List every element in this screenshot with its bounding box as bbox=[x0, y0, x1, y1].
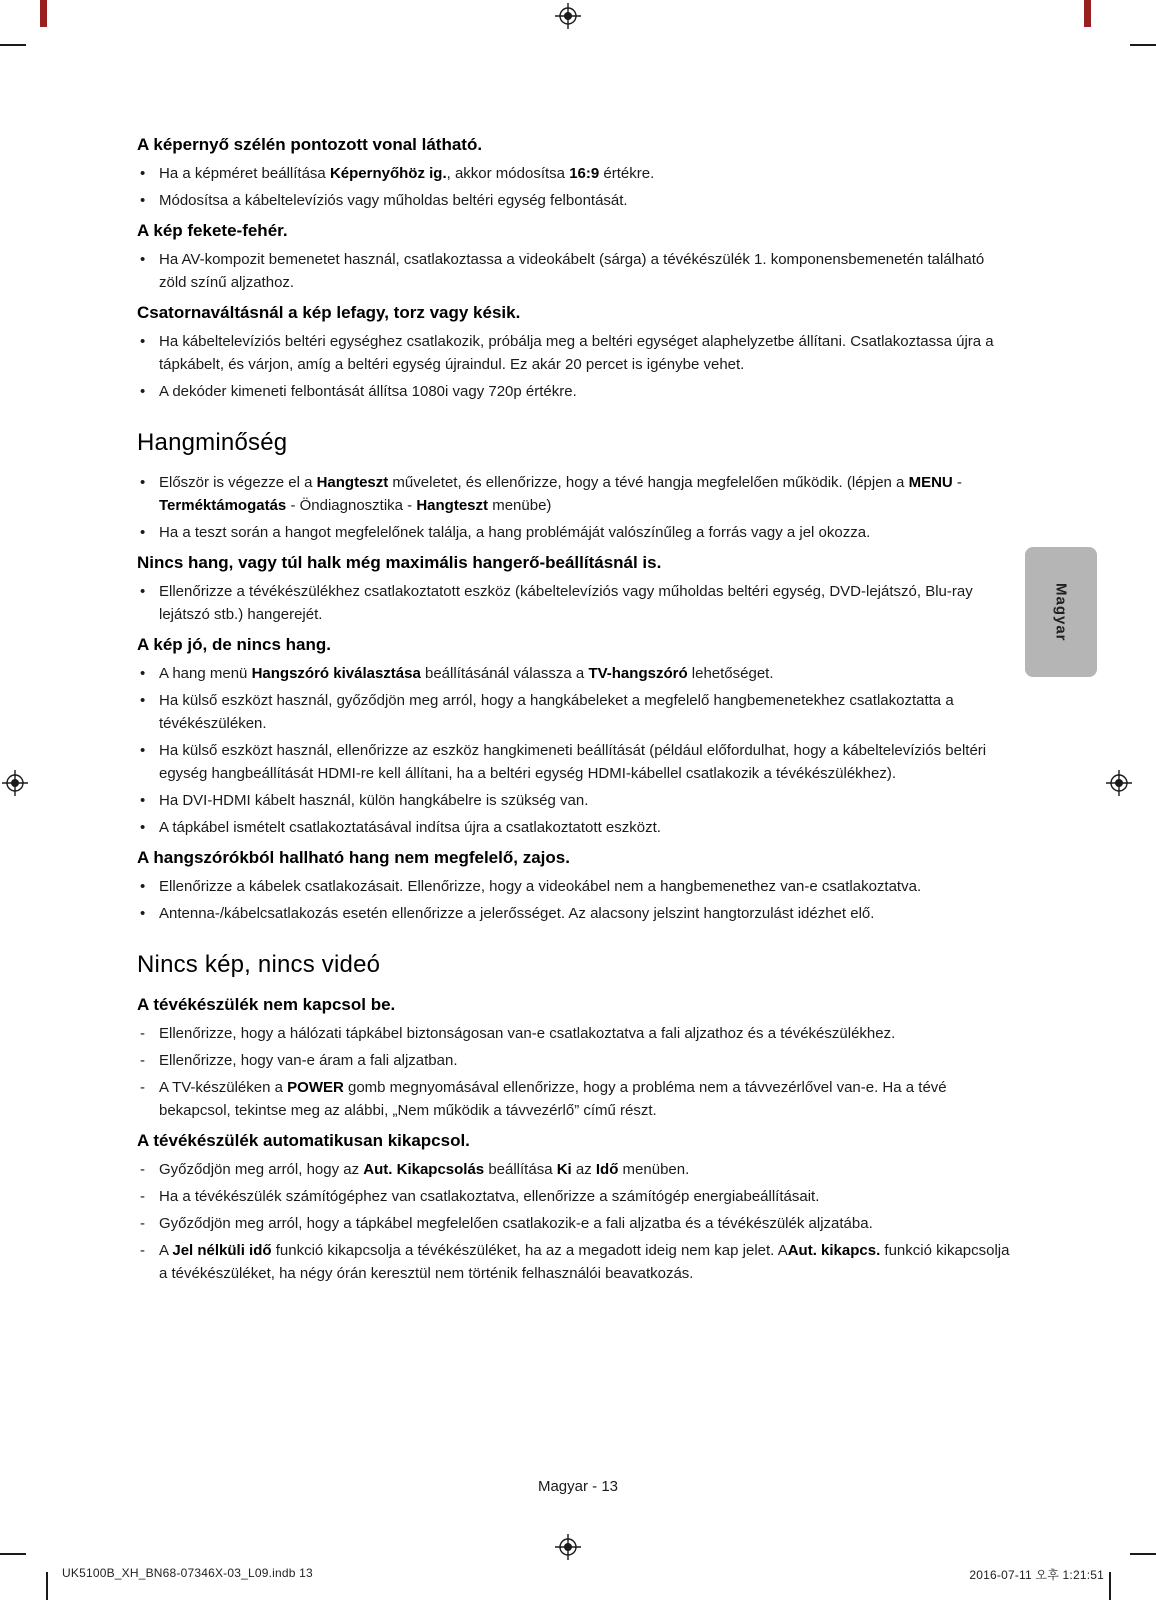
list-item bbox=[137, 330, 1013, 376]
bullet-text bbox=[159, 1076, 1013, 1122]
text-segment: Ha DVI-HDMI kábelt használ, külön hangkábelre is szükség van. bbox=[159, 792, 589, 809]
print-color-bar bbox=[1084, 0, 1091, 27]
text-segment: Ellenőrizze, hogy van-e áram a fali aljzatban. bbox=[159, 1052, 458, 1069]
bullet-text bbox=[159, 471, 1013, 517]
text-segment: gomb megnyomásával ellenőrizze, hogy a probléma nem a távvezérlővel van-e. Ha a tévé bekapcsol, tekintse meg az alábbi, „Nem működik a távvezérlő” című részt. bbox=[159, 1079, 947, 1119]
bold-term: POWER bbox=[287, 1079, 344, 1096]
bullet-marker: • bbox=[140, 383, 146, 400]
list-item bbox=[137, 1212, 1013, 1235]
list-item bbox=[137, 380, 1013, 403]
bold-term: Jel nélküli idő bbox=[172, 1242, 272, 1259]
registration-mark-icon bbox=[555, 3, 581, 29]
list-item bbox=[137, 1022, 1013, 1045]
section-heading: Nincs kép, nincs videó bbox=[137, 951, 381, 978]
bullet-text bbox=[159, 689, 1013, 735]
crop-mark bbox=[1130, 44, 1156, 46]
section-heading: Hangminőség bbox=[137, 429, 288, 456]
bullet-marker: - bbox=[140, 1161, 145, 1178]
bullet-marker: • bbox=[140, 474, 146, 491]
bullet-marker: • bbox=[140, 878, 146, 895]
bullet-text bbox=[159, 1049, 1013, 1072]
text-segment: Antenna-/kábelcsatlakozás esetén ellenőrizze a jelerősséget. Az alacsony jelszint hangtorzulást idézhet elő. bbox=[159, 905, 875, 922]
bullet-text bbox=[159, 1212, 1013, 1235]
page-footer: Magyar - 13 bbox=[537, 1478, 619, 1495]
bold-term: MENU bbox=[908, 474, 953, 491]
bold-term: Aut. Kikapcsolás bbox=[363, 1161, 485, 1178]
text-segment: A TV-készüléken a bbox=[159, 1079, 288, 1096]
text-segment: A tápkábel ismételt csatlakoztatásával indítsa újra a csatlakoztatott eszközt. bbox=[159, 819, 661, 836]
list-item bbox=[137, 789, 1013, 812]
bullet-marker: • bbox=[140, 819, 146, 836]
text-segment: Ha külső eszközt használ, győződjön meg arról, hogy a hangkábeleket a megfelelő hangbemenetekhez csatlakoztatta a tévékészüléken. bbox=[159, 692, 954, 732]
list-item bbox=[137, 816, 1013, 839]
registration-mark-icon bbox=[2, 770, 28, 796]
text-segment: , akkor módosítsa bbox=[446, 165, 570, 182]
list-item bbox=[137, 189, 1013, 212]
text-segment: az bbox=[571, 1161, 596, 1178]
bullet-text bbox=[159, 162, 1013, 185]
text-segment: A dekóder kimeneti felbontását állítsa 1080i vagy 720p értékre. bbox=[159, 383, 577, 400]
text-segment: funkció kikapcsolja a tévékészüléket, ha az a megadott ideig nem kap jelet. A bbox=[271, 1242, 788, 1259]
bullet-text bbox=[159, 816, 1013, 839]
registration-mark-icon bbox=[1106, 770, 1132, 796]
registration-mark-icon bbox=[555, 1534, 581, 1560]
bullet-text bbox=[159, 1158, 1013, 1181]
language-side-tab bbox=[1025, 547, 1097, 677]
list-item bbox=[137, 1076, 1013, 1122]
list-item bbox=[137, 1185, 1013, 1208]
bullet-text bbox=[159, 248, 1013, 294]
sub-heading: A kép jó, de nincs hang. bbox=[137, 635, 331, 654]
bullet-marker: • bbox=[140, 333, 146, 350]
text-segment: Ha AV-kompozit bemenetet használ, csatlakoztassa a videokábelt (sárga) a tévékészülék 1. komponensbemenetén található zöld színű aljzathoz. bbox=[159, 251, 985, 291]
text-segment: Ha külső eszközt használ, ellenőrizze az eszköz hangkimeneti beállítását (például előfordulhat, hogy a kábeltelevíziós beltéri egység hangbeállítását HDMI-re kell állítani, ha a beltéri egység HDMI-kábellel csatlakozik a tévékészülékhez). bbox=[159, 742, 987, 782]
bold-term: Terméktámogatás bbox=[159, 497, 287, 514]
sub-heading: Csatornaváltásnál a kép lefagy, torz vagy késik. bbox=[137, 303, 521, 322]
list-item bbox=[137, 1158, 1013, 1181]
crop-mark bbox=[1109, 1572, 1111, 1600]
bullet-marker: - bbox=[140, 1025, 145, 1042]
bullet-text bbox=[159, 330, 1013, 376]
crop-mark bbox=[0, 44, 26, 46]
bullet-text bbox=[159, 1239, 1013, 1285]
bullet-marker: • bbox=[140, 192, 146, 209]
text-segment: funkció kikapcsolja a tévékészüléket, ha négy órán keresztül nem történik felhasználói beavatkozás. bbox=[159, 1242, 1010, 1282]
text-segment: Ha a tévékészülék számítógéphez van csatlakoztatva, ellenőrizze a számítógép energiabeállításait. bbox=[159, 1188, 820, 1205]
crop-mark bbox=[0, 1553, 26, 1555]
bullet-marker: • bbox=[140, 665, 146, 682]
bullet-text bbox=[159, 580, 1013, 626]
text-segment: Módosítsa a kábeltelevíziós vagy műholdas beltéri egység felbontását. bbox=[159, 192, 628, 209]
bullet-text bbox=[159, 902, 1013, 925]
list-item bbox=[137, 248, 1013, 294]
list-item bbox=[137, 162, 1013, 185]
text-segment: Ha kábeltelevíziós beltéri egységhez csatlakozik, próbálja meg a beltéri egységet alaphelyzetbe állítani. Csatlakoztassa újra a tápkábelt, és várjon, amíg a beltéri egység újraindul. Ez akár 20 percet is igénybe vehet. bbox=[159, 333, 994, 373]
list-item bbox=[137, 1239, 1013, 1285]
text-segment: lehetőséget. bbox=[687, 665, 774, 682]
language-side-tab-label: Magyar bbox=[1052, 582, 1070, 642]
list-item bbox=[137, 662, 1013, 685]
bullet-marker: • bbox=[140, 692, 146, 709]
bullet-text bbox=[159, 380, 1013, 403]
bullet-marker: • bbox=[140, 524, 146, 541]
text-segment: műveletet, és ellenőrizze, hogy a tévé hangja megfelelően működik. (lépjen a bbox=[388, 474, 909, 491]
text-segment: Ellenőrizze, hogy a hálózati tápkábel biztonságosan van-e csatlakoztatva a fali aljzathoz és a tévékészülékhez. bbox=[159, 1025, 896, 1042]
bullet-marker: • bbox=[140, 905, 146, 922]
print-info-right: 2016-07-11 오후 1:21:51 bbox=[969, 1568, 1104, 1582]
sub-heading: A tévékészülék nem kapcsol be. bbox=[137, 995, 396, 1014]
bullet-marker: - bbox=[140, 1052, 145, 1069]
crop-mark bbox=[46, 1572, 48, 1600]
bullet-text bbox=[159, 739, 1013, 785]
text-segment: menüben. bbox=[618, 1161, 690, 1178]
sub-heading: A tévékészülék automatikusan kikapcsol. bbox=[137, 1131, 470, 1150]
text-segment: A hang menü bbox=[159, 665, 252, 682]
text-segment: Ha a teszt során a hangot megfelelőnek találja, a hang problémáját valószínűleg a forrás vagy a jel okozza. bbox=[159, 524, 871, 541]
list-item bbox=[137, 521, 1013, 544]
bullet-marker: - bbox=[140, 1188, 145, 1205]
bold-term: 16:9 bbox=[569, 165, 600, 182]
bold-term: Képernyőhöz ig. bbox=[329, 165, 447, 182]
print-info-left: UK5100B_XH_BN68-07346X-03_L09.indb 13 bbox=[62, 1566, 313, 1580]
bullet-text bbox=[159, 789, 1013, 812]
bold-term: Hangszóró kiválasztása bbox=[251, 665, 421, 682]
bullet-marker: • bbox=[140, 251, 146, 268]
text-segment: - Öndiagnosztika - bbox=[286, 497, 417, 514]
bullet-marker: • bbox=[140, 742, 146, 759]
sub-heading: A képernyő szélén pontozott vonal látható. bbox=[137, 135, 483, 154]
bold-term: Hangteszt bbox=[316, 474, 389, 491]
bold-term: Hangteszt bbox=[416, 497, 489, 514]
bullet-marker: • bbox=[140, 165, 146, 182]
bullet-marker: - bbox=[140, 1079, 145, 1096]
bullet-text bbox=[159, 521, 1013, 544]
list-item bbox=[137, 739, 1013, 785]
list-item bbox=[137, 689, 1013, 735]
text-segment: értékre. bbox=[599, 165, 655, 182]
text-segment: Először is végezze el a bbox=[159, 474, 317, 491]
text-segment: Ha a képméret beállítása bbox=[159, 165, 330, 182]
text-segment: menübe) bbox=[488, 497, 552, 514]
list-item bbox=[137, 1049, 1013, 1072]
bold-term: Ki bbox=[556, 1161, 572, 1178]
list-item bbox=[137, 902, 1013, 925]
bold-term: TV-hangszóró bbox=[588, 665, 688, 682]
bullet-marker: - bbox=[140, 1242, 145, 1259]
sub-heading: A kép fekete-fehér. bbox=[137, 221, 288, 240]
text-segment: Győződjön meg arról, hogy a tápkábel megfelelően csatlakozik-e a fali aljzatba és a tévékészülék aljzatába. bbox=[159, 1215, 873, 1232]
crop-mark bbox=[1130, 1553, 1156, 1555]
print-color-bar bbox=[40, 0, 47, 27]
text-segment: Ellenőrizze a tévékészülékhez csatlakoztatott eszköz (kábeltelevíziós vagy műholdas beltéri egység, DVD-lejátszó, Blu-ray lejátszó stb.) hangerejét. bbox=[159, 583, 973, 623]
text-segment: beállítása bbox=[484, 1161, 557, 1178]
text-segment: Győződjön meg arról, hogy az bbox=[159, 1161, 364, 1178]
bullet-text bbox=[159, 662, 1013, 685]
sub-heading: Nincs hang, vagy túl halk még maximális hangerő-beállításnál is. bbox=[137, 553, 662, 572]
bullet-text bbox=[159, 189, 1013, 212]
list-item bbox=[137, 580, 1013, 626]
bullet-marker: • bbox=[140, 583, 146, 600]
text-segment: A bbox=[159, 1242, 173, 1259]
bullet-text bbox=[159, 875, 1013, 898]
text-segment: Ellenőrizze a kábelek csatlakozásait. Ellenőrizze, hogy a videokábel nem a hangbemenethez van-e csatlakoztatva. bbox=[159, 878, 922, 895]
list-item bbox=[137, 875, 1013, 898]
bullet-marker: - bbox=[140, 1215, 145, 1232]
content-area bbox=[137, 126, 1013, 1289]
bullet-marker: • bbox=[140, 792, 146, 809]
bold-term: Aut. kikapcs. bbox=[787, 1242, 881, 1259]
list-item bbox=[137, 471, 1013, 517]
bold-term: Idő bbox=[595, 1161, 619, 1178]
sub-heading: A hangszórókból hallható hang nem megfelelő, zajos. bbox=[137, 848, 570, 867]
bullet-text bbox=[159, 1185, 1013, 1208]
bullet-text bbox=[159, 1022, 1013, 1045]
text-segment: - bbox=[952, 474, 962, 491]
text-segment: beállításánál válassza a bbox=[420, 665, 589, 682]
